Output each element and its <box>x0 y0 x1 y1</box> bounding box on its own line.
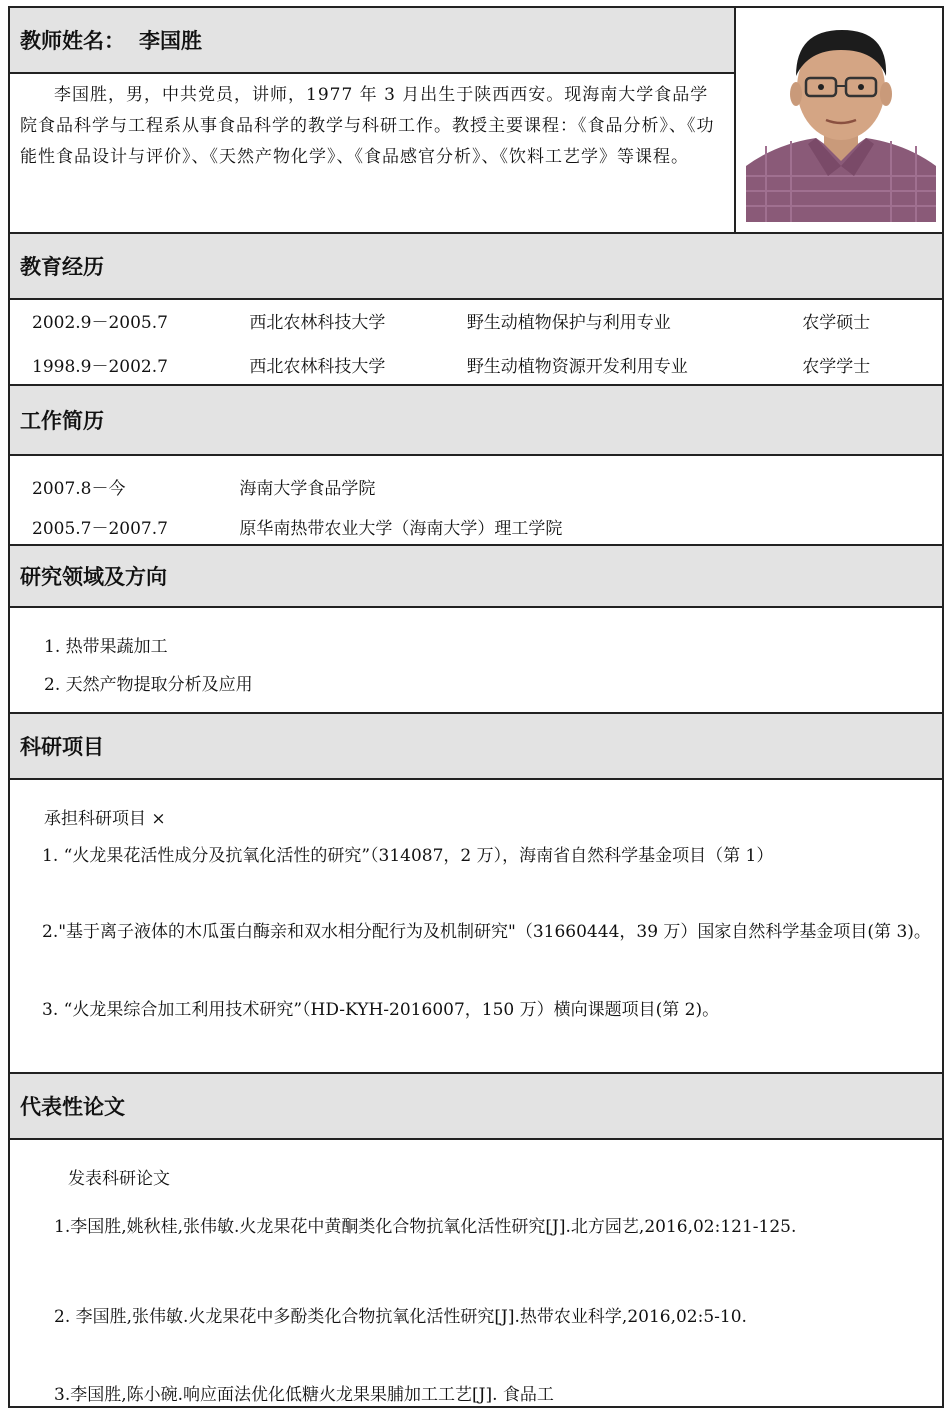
paper-item: 1.李国胜,姚秋桂,张伟敏.火龙果花中黄酮类化合物抗氧化活性研究[J].北方园艺,2016,02:121-125. <box>54 1217 797 1237</box>
projects-header <box>10 712 942 780</box>
work-title: 工作简历 <box>20 409 104 433</box>
paper-item: 2. 李国胜,张伟敏.火龙果花中多酚类化合物抗氧化活性研究[J].热带农业科学,2016,02:5-10. <box>54 1307 747 1327</box>
education-row <box>32 352 870 377</box>
work-place: 海南大学食品学院 <box>239 479 376 499</box>
work-row <box>32 474 375 499</box>
research-item: 1. 热带果蔬加工 <box>44 637 168 657</box>
edu-degree: 农学学士 <box>802 357 871 377</box>
papers-intro: 发表科研论文 <box>68 1169 170 1189</box>
project-item: 2."基于离子液体的木瓜蛋白酶亲和双水相分配行为及机制研究"（31660444，39 万）国家自然科学基金项目(第 3)。 <box>42 922 931 942</box>
photo-cell <box>734 8 944 232</box>
edu-period: 1998.9－2002.7 <box>32 357 168 377</box>
work-header <box>10 384 942 456</box>
papers-header <box>10 1072 942 1140</box>
research-item: 2. 天然产物提取分析及应用 <box>44 675 253 695</box>
paper-item: 3.李国胜,陈小碗.响应面法优化低糖火龙果果脯加工工艺[J]. 食品工 <box>54 1385 554 1405</box>
edu-major: 野生动植物保护与利用专业 <box>466 313 671 333</box>
work-period: 2005.7－2007.7 <box>32 519 168 539</box>
work-row <box>32 514 562 539</box>
resume-table <box>8 6 944 1408</box>
intro-text: 李国胜，男，中共党员，讲师，1977 年 3 月出生于陕西西安。现海南大学食品学院食品科学与工程系从事食品科学的教学与科研工作。教授主要课程：《食品分析》、《功能性食品设计与评价》、《天然产物化学》、《食品感官分析》、《饮料工艺学》等课程。 <box>20 85 715 167</box>
teacher-name: 李国胜 <box>139 29 202 53</box>
name-label: 教师姓名： <box>20 29 125 53</box>
papers-title: 代表性论文 <box>20 1095 125 1119</box>
project-item: 3. “火龙果综合加工利用技术研究”（HD-KYH-2016007，150 万）横向课题项目(第 2)。 <box>42 1000 720 1020</box>
research-header <box>10 544 942 608</box>
projects-intro: 承担科研项目 × <box>44 809 166 829</box>
research-title: 研究领域及方向 <box>20 565 167 589</box>
work-place: 原华南热带农业大学（海南大学）理工学院 <box>239 519 563 539</box>
work-period: 2007.8－今 <box>32 479 126 499</box>
edu-school: 西北农林科技大学 <box>249 357 386 377</box>
projects-title: 科研项目 <box>20 735 104 759</box>
education-title: 教育经历 <box>20 255 104 279</box>
edu-period: 2002.9－2005.7 <box>32 313 168 333</box>
edu-degree: 农学硕士 <box>802 313 871 333</box>
name-header <box>10 8 734 74</box>
education-header <box>10 232 942 300</box>
education-row <box>32 308 870 333</box>
portrait-photo <box>746 16 936 222</box>
edu-school: 西北农林科技大学 <box>249 313 386 333</box>
edu-major: 野生动植物资源开发利用专业 <box>466 357 688 377</box>
project-item: 1. “火龙果花活性成分及抗氧化活性的研究”（314087，2 万），海南省自然科学基金项目（第 1） <box>42 846 774 866</box>
